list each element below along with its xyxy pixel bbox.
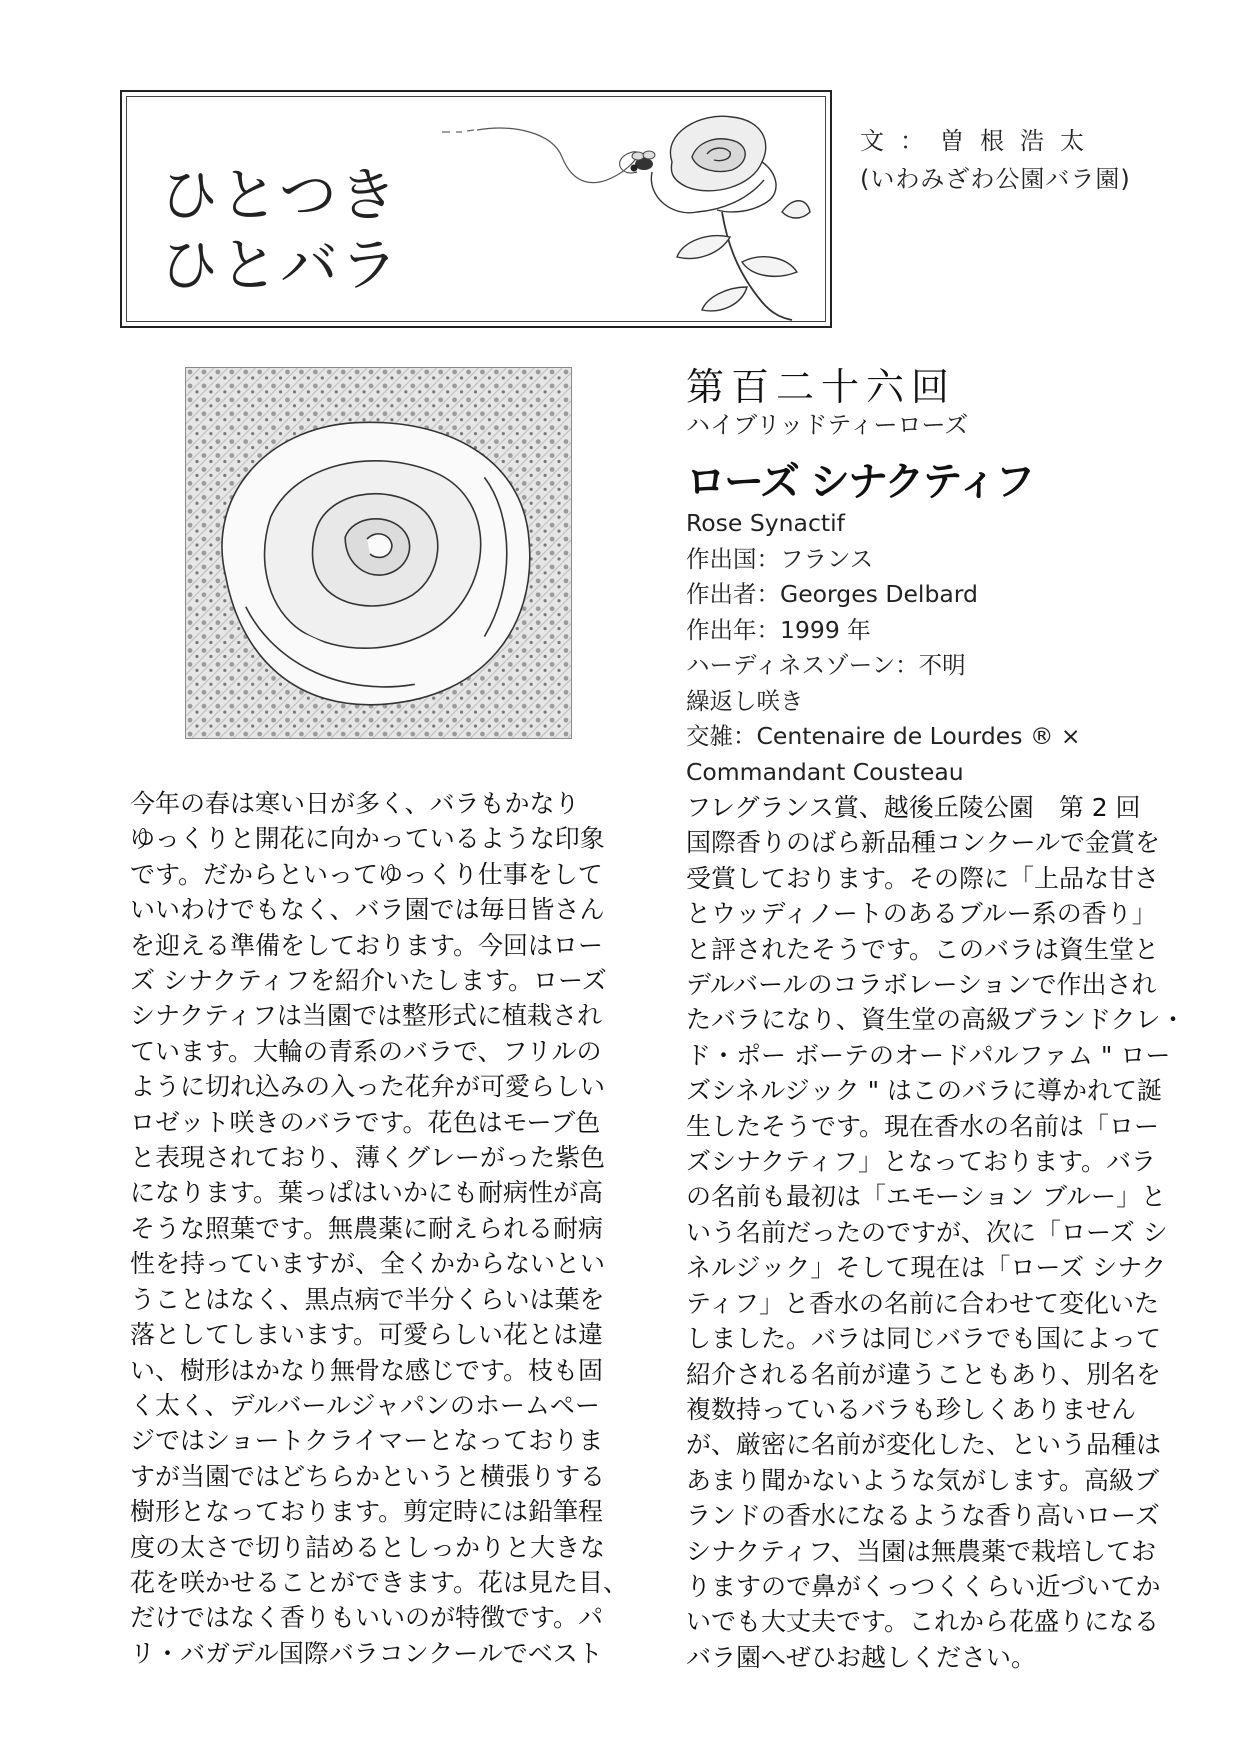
rose-name-heading: ローズ シナクティフ xyxy=(686,459,1034,505)
body-text-line: りますので鼻がくっつくくらい近づいてか xyxy=(686,1571,1161,1601)
body-text-line: ド・ポー ボーテのオードパルファム " ロー xyxy=(686,1040,1171,1070)
body-text-line: 花を咲かせることができます。花は見た目、 xyxy=(130,1567,629,1597)
body-text-line: が、厳密に名前が変化した、という品種は xyxy=(686,1430,1162,1460)
rose-photo xyxy=(185,367,572,739)
body-text-line: 生したそうです。現在香水の名前は「ロー xyxy=(686,1111,1160,1141)
body-text-line: ズシナクティフ」となっております。バラ xyxy=(686,1147,1157,1177)
body-text-line: ティフ」と香水の名前に合わせて変化いた xyxy=(686,1288,1160,1318)
body-text-line: すが当園ではどちらかというと横張りする xyxy=(130,1461,606,1491)
spec-line: 繰返し咲き xyxy=(686,686,804,715)
body-text-line: そうな照葉です。無農薬に耐えられる耐病 xyxy=(130,1213,604,1243)
rose-specs xyxy=(686,506,1176,790)
rose-drawing-icon xyxy=(651,116,810,320)
header-box xyxy=(120,90,832,328)
body-text-line: ゆっくりと開花に向かっているような印象 xyxy=(130,824,605,854)
episode-number: 第百二十六回 xyxy=(686,365,957,409)
body-text-line: うことはなく、黒点病で半分くらいは葉を xyxy=(130,1284,605,1314)
spec-line: Rose Synactif xyxy=(686,509,845,537)
body-text-line: ズシネルジック " はこのバラに導かれて誕 xyxy=(686,1076,1163,1106)
body-text-line: ジではショートクライマーとなっておりま xyxy=(130,1426,604,1456)
body-text-line: ています。大輪の青系のバラで、フリルの xyxy=(130,1036,602,1066)
body-text-line: リ・バガデル国際バラコンクールでベスト xyxy=(130,1638,603,1668)
body-text-line: いう名前だったのですが、次に「ローズ シ xyxy=(686,1217,1168,1247)
body-text-line: い、樹形はかなり無骨な感じです。枝も固 xyxy=(130,1355,604,1385)
body-text-line: たバラになり、資生堂の高級ブランドクレ・ xyxy=(686,1005,1186,1035)
body-text-line: いいわけでもなく、バラ園では毎日皆さん xyxy=(130,895,605,925)
body-text-line: 落としてしまいます。可愛らしい花とは違 xyxy=(130,1320,604,1350)
rose-category: ハイブリッドティーローズ xyxy=(686,411,969,439)
body-text-line: になります。葉っぱはいかにも耐病性が高 xyxy=(130,1178,604,1208)
body-text-line: いでも大丈夫です。これから花盛りになる xyxy=(686,1607,1160,1637)
body-text-line: ズ シナクティフを紹介いたします。ローズ xyxy=(130,966,607,996)
body-text-line: だけではなく香りもいいのが特徴です。パ xyxy=(130,1603,604,1633)
body-text-right-column xyxy=(686,790,1186,1675)
body-text-line: ように切れ込みの入った花弁が可愛らしい xyxy=(130,1072,606,1102)
body-text-line: ネルジック」そして現在は「ローズ シナク xyxy=(686,1253,1167,1283)
body-text-line: バラ園へぜひお越しください。 xyxy=(686,1642,1037,1672)
body-text-line: 樹形となっております。剪定時には鉛筆程 xyxy=(130,1497,604,1527)
body-text-line: 複数持っているバラも珍しくありません xyxy=(686,1394,1137,1424)
series-title-line2: ひとバラ xyxy=(160,231,401,299)
series-title-line1: ひとつき xyxy=(160,161,399,229)
body-text-line: です。だからといってゆっくり仕事をして xyxy=(130,859,603,889)
bee-icon xyxy=(631,151,656,172)
body-text-line: と表現されており、薄くグレーがった紫色 xyxy=(130,1143,606,1173)
spec-line: Commandant Cousteau xyxy=(686,757,964,786)
series-title xyxy=(160,160,400,300)
body-text-line: しました。バラは同じバラでも国によって xyxy=(686,1324,1162,1354)
body-text-line: く太く、デルバールジャパンのホームペー xyxy=(130,1390,600,1420)
body-text-line: を迎える準備をしております。今回はロー xyxy=(130,930,604,960)
author-affiliation: (いわみざわ公園バラ園) xyxy=(860,165,1131,193)
body-text-line: 受賞しております。その際に「上品な甘さ xyxy=(686,863,1160,893)
body-text-line: ロゼット咲きのバラです。花色はモーブ色 xyxy=(130,1107,601,1137)
body-text-line: あまり聞かないような気がします。高級ブ xyxy=(686,1465,1160,1495)
body-text-line: ランドの香水になるような香り高いローズ xyxy=(686,1501,1160,1531)
rose-and-bee-illustration xyxy=(352,102,812,322)
body-text-left-column xyxy=(130,786,629,1671)
body-text-line: 国際香りのばら新品種コンクールで金賞を xyxy=(686,828,1161,858)
author-credit: 文：曽根浩太 xyxy=(860,127,1100,155)
body-text-line: デルバールのコラボレーションで作出され xyxy=(686,970,1157,1000)
body-text-line: 性を持っていますが、全くかからないとい xyxy=(130,1249,606,1279)
body-text-line: シナクティフは当園では整形式に植栽され xyxy=(130,1001,603,1031)
spec-line: 作出年：1999 年 xyxy=(686,615,871,644)
byline xyxy=(860,122,1131,198)
body-text-line: フレグランス賞、越後丘陵公園 第 2 回 xyxy=(686,793,1141,822)
body-text-line: とウッディノートのあるブルー系の香り」 xyxy=(686,899,1157,929)
spec-line: 作出国：フランス xyxy=(686,544,874,573)
spec-line: ハーディネスゾーン：不明 xyxy=(686,651,966,679)
body-text-line: シナクティフ、当園は無農薬で栽培してお xyxy=(686,1536,1157,1566)
spec-line: 作出者：Georges Delbard xyxy=(686,580,978,608)
body-text-line: 度の太さで切り詰めるとしっかりと大きな xyxy=(130,1532,606,1562)
body-text-line: の名前も最初は「エモーション ブルー」と xyxy=(686,1182,1166,1212)
body-text-line: 紹介される名前が違うこともあり、別名を xyxy=(686,1359,1162,1389)
spec-line: 交雑：Centenaire de Lourdes ® × xyxy=(686,722,1081,750)
body-text-line: 今年の春は寒い日が多く、バラもかなり xyxy=(130,789,580,818)
rose-bloom-icon xyxy=(222,422,530,704)
body-text-line: と評されたそうです。このバラは資生堂と xyxy=(686,934,1160,964)
